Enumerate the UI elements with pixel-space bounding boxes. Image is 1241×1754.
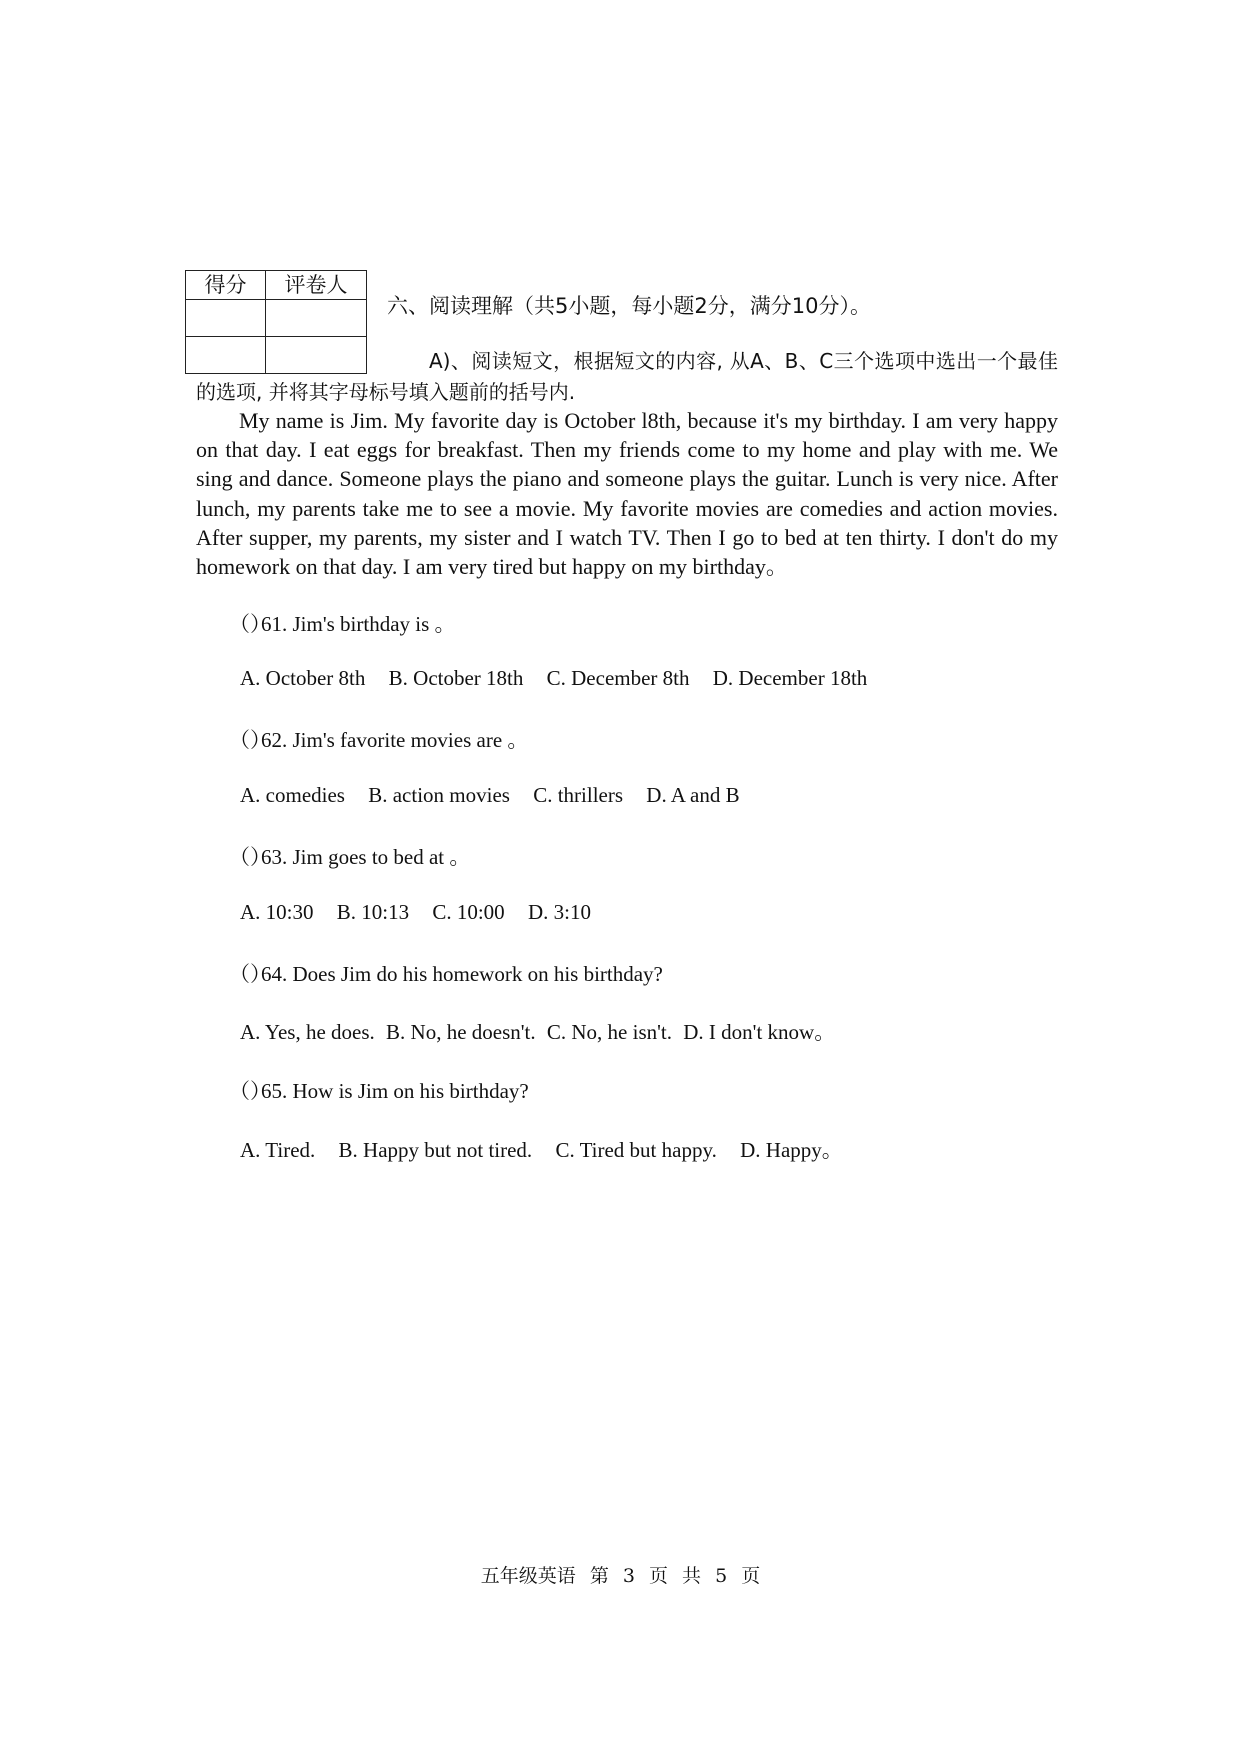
options-65 <box>240 1134 861 1164</box>
option-b: B. No, he doesn't. <box>386 1020 536 1044</box>
question-stem: 63. Jim goes to bed at 。 <box>261 845 471 869</box>
option-b: B. 10:13 <box>336 900 410 924</box>
question-stem: 64. Does Jim do his homework on his birthday? <box>261 962 663 986</box>
option-d: D. I don't know。 <box>683 1020 836 1044</box>
option-a: A. Yes, he does. <box>240 1020 375 1044</box>
grader-label: 评卷人 <box>266 271 367 300</box>
option-c: C. 10:00 <box>432 900 505 924</box>
question-63 <box>229 841 470 871</box>
score-table-row <box>186 300 367 337</box>
option-a: A. 10:30 <box>240 900 314 924</box>
answer-paren[interactable]: （） <box>229 612 271 636</box>
option-d: D. 3:10 <box>527 900 591 924</box>
option-d: D. December 18th <box>712 666 868 690</box>
option-d: D. Happy。 <box>740 1138 843 1162</box>
question-62 <box>229 724 528 754</box>
question-61 <box>229 608 456 638</box>
options-61 <box>240 666 885 691</box>
option-d: D. A and B <box>646 783 740 807</box>
question-stem: 65. How is Jim on his birthday? <box>261 1079 529 1103</box>
question-64 <box>229 958 663 988</box>
option-c: C. thrillers <box>533 783 624 807</box>
option-c: C. December 8th <box>546 666 690 690</box>
options-62 <box>240 783 758 808</box>
options-63 <box>240 900 609 925</box>
question-stem: 62. Jim's favorite movies are 。 <box>261 728 529 752</box>
answer-paren[interactable]: （） <box>229 728 271 752</box>
answer-paren[interactable]: （） <box>229 962 271 986</box>
section-title: 六、阅读理解（共5小题，每小题2分，满分10分）。 <box>387 294 871 318</box>
option-b: B. Happy but not tired. <box>338 1138 533 1162</box>
options-64 <box>240 1016 853 1046</box>
score-cell[interactable] <box>186 300 266 337</box>
option-c: C. Tired but happy. <box>555 1138 717 1162</box>
option-b: B. action movies <box>368 783 510 807</box>
option-a: A. Tired. <box>240 1138 316 1162</box>
option-b: B. October 18th <box>388 666 524 690</box>
score-label: 得分 <box>186 271 266 300</box>
reading-passage: My name is Jim. My favorite day is October l8th, because it's my birthday. I am very happy on that day. I eat eggs for breakfast. Then my friends come to my home and play with me. We sing and dance. Someone plays the piano and someone plays the guitar. Lunch is very nice. After lunch, my parents take me to see a movie. My favorite movies are comedies and action movies. After supper, my parents, my sister and I watch TV. Then I go to bed at ten thirty. I don't do my homework on that day. I am very tired but happy on my birthday。 <box>196 408 1058 580</box>
grader-cell[interactable] <box>266 300 367 337</box>
option-c: C. No, he isn't. <box>546 1020 672 1044</box>
page-footer: 五年级英语 第 3 页 共 5 页 <box>480 1565 761 1587</box>
option-a: A. October 8th <box>240 666 366 690</box>
score-table-header-row <box>186 271 367 300</box>
section-instruction: A)、阅读短文，根据短文的内容, 从A、B、C三个选项中选出一个最佳的选项, 并将其字母标号填入题前的括号内. <box>196 349 1058 404</box>
question-65 <box>229 1075 529 1105</box>
answer-paren[interactable]: （） <box>229 845 271 869</box>
question-stem: 61. Jim's birthday is 。 <box>261 612 456 636</box>
option-a: A. comedies <box>240 783 345 807</box>
answer-paren[interactable]: （） <box>229 1079 271 1103</box>
